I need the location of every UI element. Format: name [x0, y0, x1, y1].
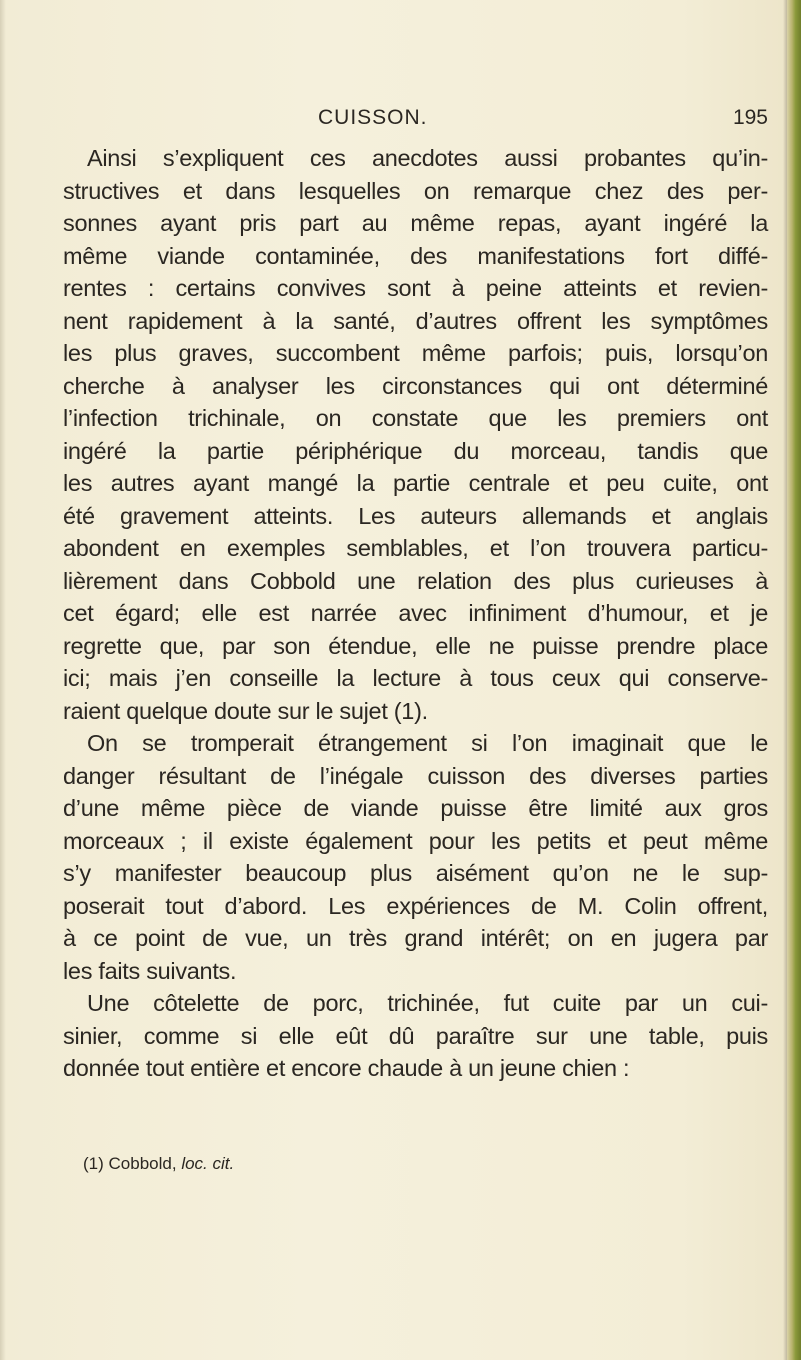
- text-line: les autres ayant mangé la partie centrale et peu cuite, ont: [63, 470, 768, 496]
- text-line: sinier, comme si elle eût dû paraître sur une table, puis: [63, 1022, 768, 1049]
- text-line: danger résultant de l’inégale cuisson des diverses parties: [63, 762, 768, 789]
- text-line: raient quelque doute sur le sujet (1).: [63, 697, 428, 724]
- text-line: Une côtelette de porc, trichinée, fut cuite par un cui-: [87, 990, 768, 1016]
- footnote: [83, 1154, 234, 1174]
- text-line: donnée tout entière et encore chaude à un jeune chien :: [63, 1055, 630, 1081]
- body-text: [63, 142, 768, 1085]
- text-line: ingéré la partie périphérique du morceau, tandis que: [63, 437, 768, 464]
- page-number: 195: [732, 106, 768, 129]
- text-line: à ce point de vue, un très grand intérêt; on en jugera par: [63, 925, 768, 951]
- text-line: les faits suivants.: [63, 957, 237, 984]
- text-line: d’une même pièce de viande puisse être limité aux gros: [63, 795, 768, 821]
- text-line: cet égard; elle est narrée avec infiniment d’humour, et je: [63, 600, 768, 626]
- text-line: les plus graves, succombent même parfois; puis, lorsqu’on: [63, 340, 768, 366]
- text-line: s’y manifester beaucoup plus aisément qu’on ne le sup-: [63, 860, 768, 886]
- paragraph-1: [63, 142, 768, 727]
- running-title: CUISSON.: [318, 106, 428, 129]
- text-line: même viande contaminée, des manifestations fort diffé-: [63, 242, 768, 269]
- text-line: On se tromperait étrangement si l’on imaginait que le: [87, 730, 768, 756]
- footnote-citation: loc. cit.: [181, 1154, 235, 1173]
- text-line: ici; mais j’en conseille la lecture à tous ceux qui conserve-: [63, 665, 768, 691]
- text-line: morceaux ; il existe également pour les petits et peut même: [63, 827, 768, 854]
- text-line: sonnes ayant pris part au même repas, ayant ingéré la: [63, 210, 768, 236]
- text-line: abondent en exemples semblables, et l’on trouvera particu-: [63, 535, 768, 561]
- footnote-marker: (1): [83, 1154, 104, 1173]
- text-line: cherche à analyser les circonstances qui ont déterminé: [63, 372, 768, 399]
- book-spine: [787, 0, 801, 1360]
- page-left-edge: [0, 0, 6, 1360]
- text-line: regrette que, par son étendue, elle ne puisse prendre place: [63, 632, 768, 659]
- text-line: été gravement atteints. Les auteurs allemands et anglais: [63, 502, 768, 529]
- text-line: nent rapidement à la santé, d’autres offrent les symptômes: [63, 307, 768, 334]
- paragraph-3: [63, 987, 768, 1085]
- text-line: poserait tout d’abord. Les expériences de M. Colin offrent,: [63, 892, 768, 919]
- text-line: l’infection trichinale, on constate que les premiers ont: [63, 405, 768, 431]
- text-line: rentes : certains convives sont à peine atteints et revien-: [63, 275, 768, 301]
- footnote-author: Cobbold,: [108, 1154, 177, 1173]
- text-line: structives et dans lesquelles on remarque chez des per-: [63, 177, 768, 204]
- paragraph-2: [63, 727, 768, 987]
- page-header: [63, 106, 768, 136]
- text-line: lièrement dans Cobbold une relation des plus curieuses à: [63, 567, 768, 594]
- text-line: Ainsi s’expliquent ces anecdotes aussi probantes qu’in-: [87, 145, 768, 171]
